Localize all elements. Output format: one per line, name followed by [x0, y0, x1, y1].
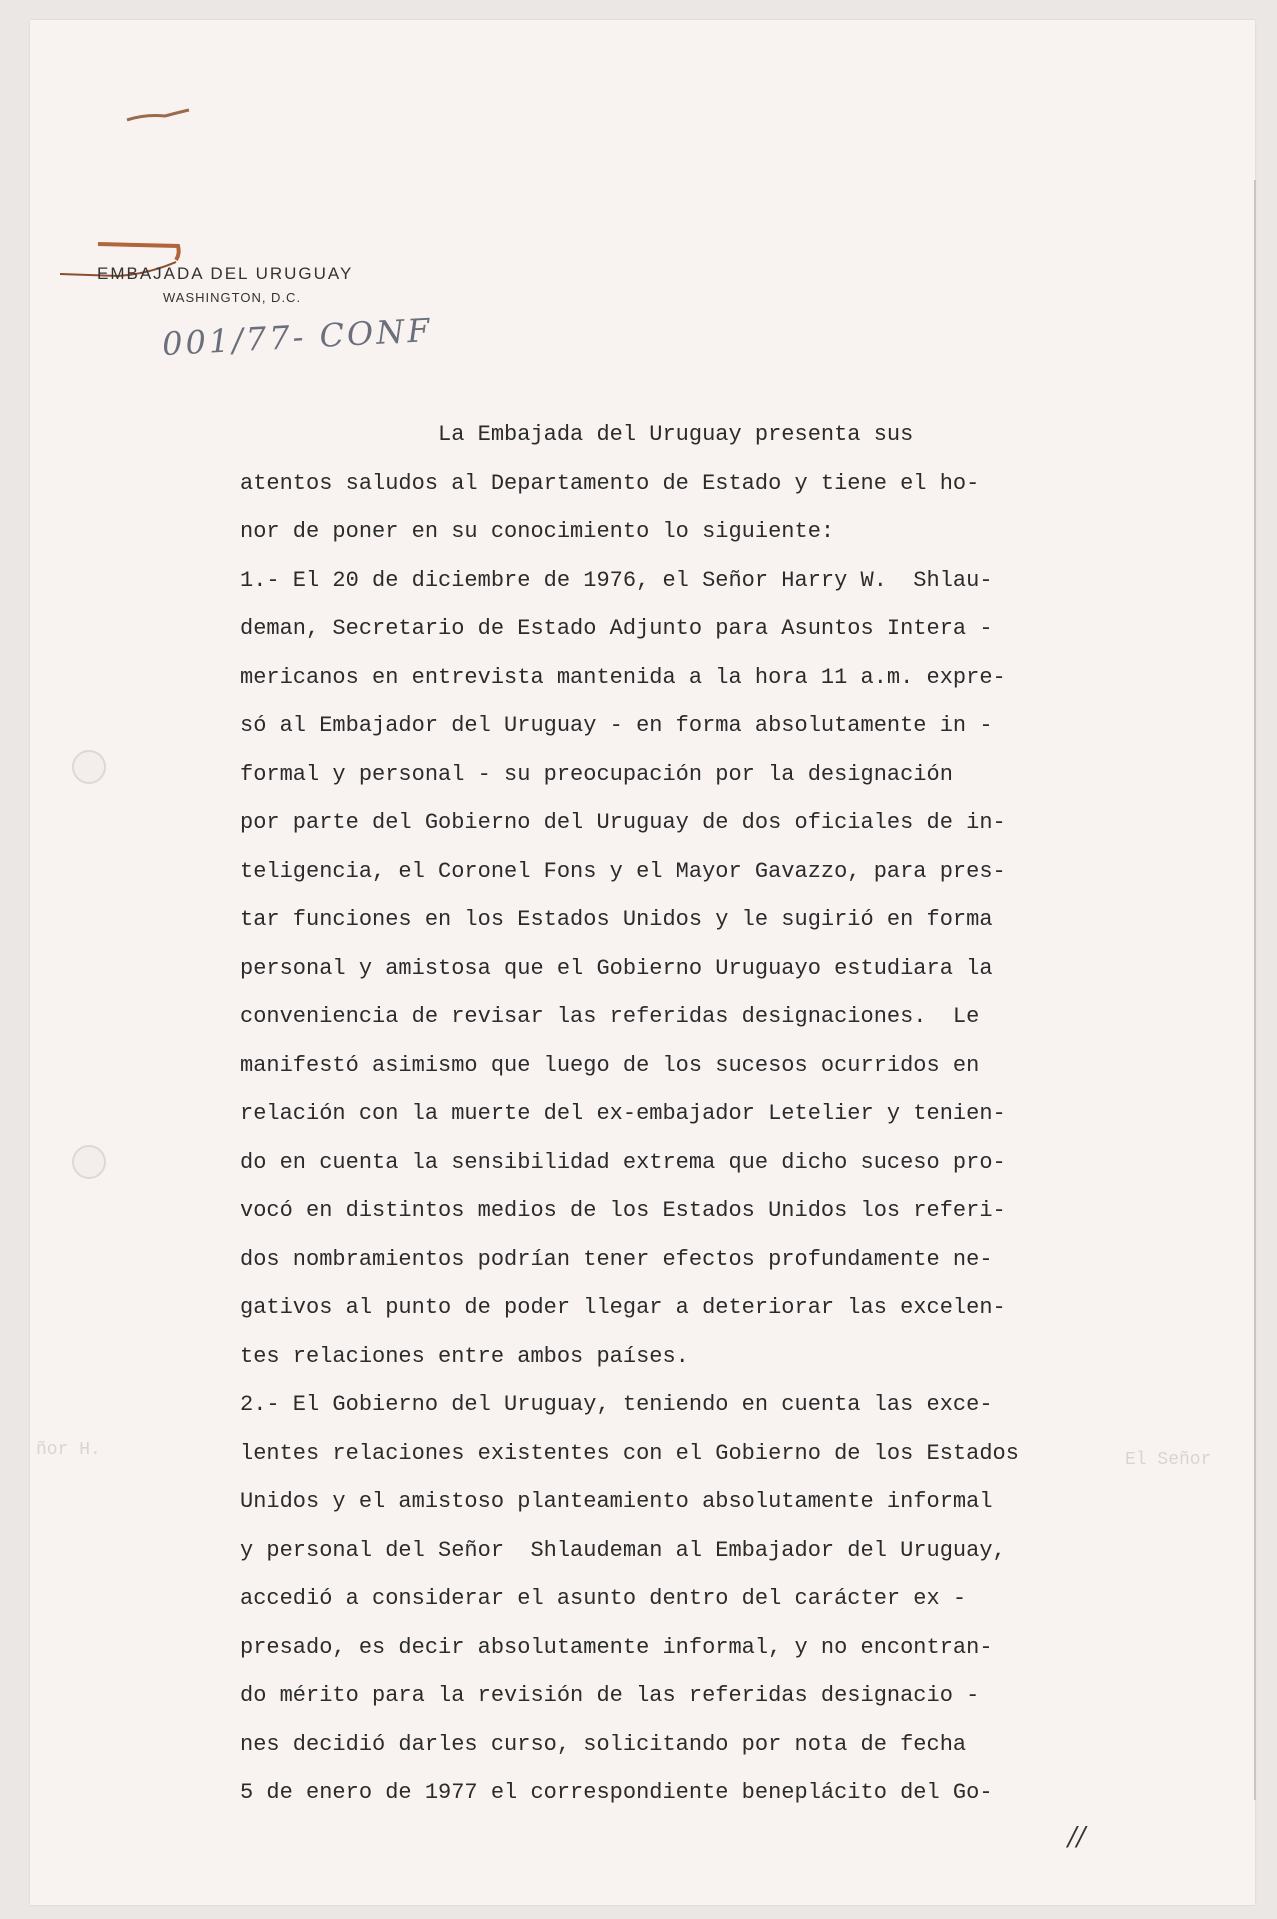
body-line: lentes relaciones existentes con el Gobierno de los Estados: [240, 1440, 1019, 1466]
body-line: do en cuenta la sensibilidad extrema que dicho suceso pro-: [240, 1149, 1006, 1175]
body-line: 1.- El 20 de diciembre de 1976, el Señor Harry W. Shlau-: [240, 567, 993, 593]
letterhead-embassy-name: EMBAJADA DEL URUGUAY: [97, 264, 354, 283]
body-line: nes decidió darles curso, solicitando por nota de fecha: [240, 1731, 967, 1757]
body-line: accedió a considerar el asunto dentro del carácter ex -: [240, 1586, 967, 1611]
bleed-through-text-right: El Señor: [1125, 1450, 1212, 1470]
body-line: conveniencia de revisar las referidas designaciones. Le: [240, 1004, 980, 1029]
letterhead: [97, 264, 353, 305]
staple-mark: [125, 108, 193, 124]
body-line: manifestó asimismo que luego de los sucesos ocurridos en: [240, 1052, 980, 1078]
body-line: teligencia, el Coronel Fons y el Mayor Gavazzo, para pres-: [240, 858, 1006, 884]
body-line: tes relaciones entre ambos países.: [240, 1343, 689, 1369]
body-line: dos nombramientos podrían tener efectos profundamente ne-: [240, 1246, 993, 1272]
body-line: gativos al punto de poder llegar a deteriorar las excelen-: [240, 1295, 1006, 1320]
body-line: presado, es decir absolutamente informal, y no encontran-: [240, 1634, 993, 1660]
letterhead-location: WASHINGTON, D.C.: [163, 290, 302, 305]
note-body: [240, 411, 1120, 1818]
body-line: deman, Secretario de Estado Adjunto para Asuntos Intera -: [240, 616, 993, 641]
body-line: só al Embajador del Uruguay - en forma absolutamente in -: [240, 713, 993, 738]
body-line: por parte del Gobierno del Uruguay de dos oficiales de in-: [240, 810, 1006, 835]
body-line: mericanos en entrevista mantenida a la hora 11 a.m. expre-: [240, 664, 1006, 690]
body-line: 2.- El Gobierno del Uruguay, teniendo en cuenta las exce-: [240, 1392, 993, 1417]
body-line: relación con la muerte del ex-embajador Letelier y tenien-: [240, 1101, 1006, 1126]
body-line: y personal del Señor Shlaudeman al Embajador del Uruguay,: [240, 1537, 1006, 1563]
body-line: formal y personal - su preocupación por la designación: [240, 761, 953, 787]
body-line: vocó en distintos medios de los Estados Unidos los referi-: [240, 1198, 1006, 1223]
body-line: Unidos y el amistoso planteamiento absolutamente informal: [240, 1489, 993, 1514]
continuation-mark: //: [1068, 1822, 1086, 1852]
body-line: nor de poner en su conocimiento lo siguiente:: [240, 519, 835, 544]
punch-hole-top: [72, 750, 106, 784]
handwritten-reference-number: 001/77- CONF: [161, 310, 434, 364]
body-line: atentos saludos al Departamento de Estado y tiene el ho-: [240, 470, 980, 496]
body-line: personal y amistosa que el Gobierno Uruguayo estudiara la: [240, 955, 993, 981]
body-line: do mérito para la revisión de las referidas designacio -: [240, 1683, 980, 1708]
body-line: tar funciones en los Estados Unidos y le sugirió en forma: [240, 907, 993, 932]
body-line: 5 de enero de 1977 el correspondiente beneplácito del Go-: [240, 1780, 993, 1805]
page-edge-line: [1254, 180, 1256, 1800]
punch-hole-bottom: [72, 1145, 106, 1179]
bleed-through-text-left: ñor H.: [36, 1440, 101, 1460]
body-line: La Embajada del Uruguay presenta sus: [240, 422, 914, 447]
